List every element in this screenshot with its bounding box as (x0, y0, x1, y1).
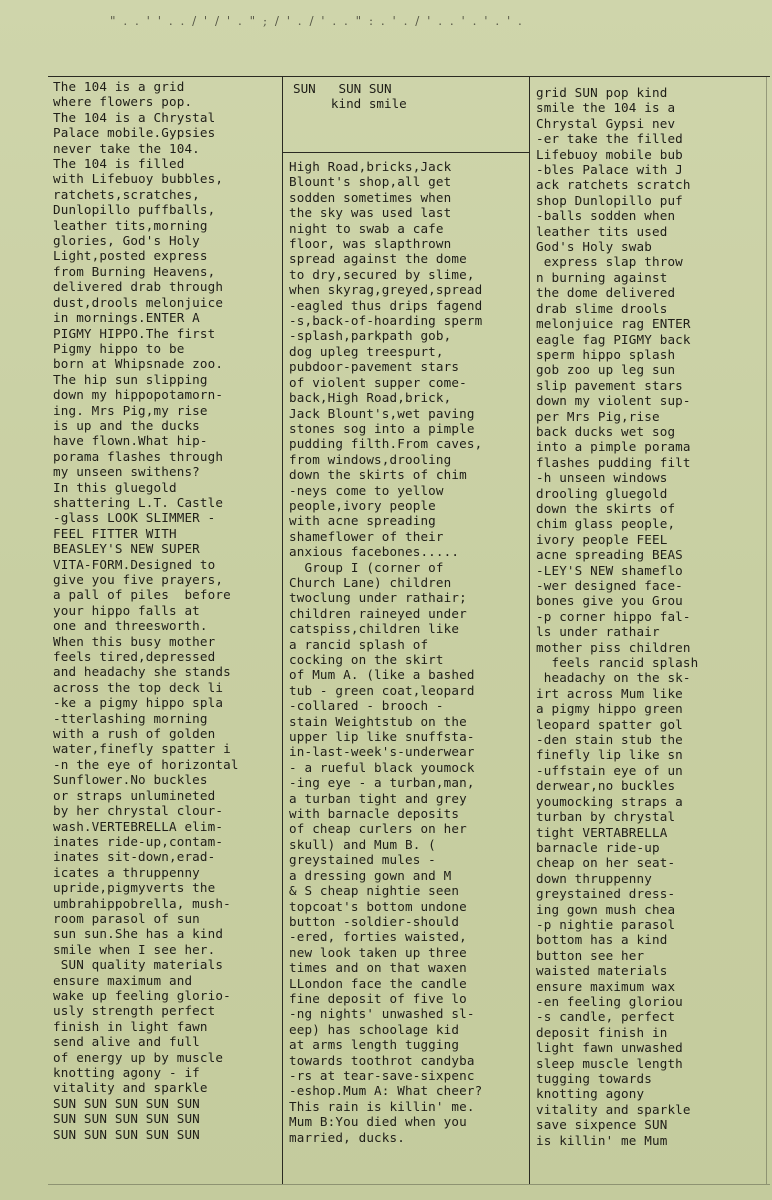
text-line: in-last-week's-underwear (289, 744, 475, 760)
text-line: headachy on the sk- (536, 670, 691, 686)
text-line: Mum B:You died when you (289, 1114, 467, 1130)
text-line: sleep muscle length (536, 1055, 683, 1071)
text-line: and headachy she stands (53, 664, 231, 680)
text-line: -en feeling gloriou (536, 993, 683, 1009)
top-rule (48, 76, 770, 77)
text-line: Blount's shop,all get (289, 174, 452, 190)
text-line: feels tired,depressed (53, 649, 216, 665)
text-line: -h unseen windows (536, 470, 668, 486)
text-line: icates a thruppenny (53, 864, 200, 880)
text-line: leather tits used (536, 223, 668, 239)
text-line: is killin' me Mum (536, 1132, 668, 1148)
text-line: Palace mobile.Gypsies (53, 125, 216, 141)
text-line: from Burning Heavens, (53, 263, 216, 279)
text-line: BEASLEY'S NEW SUPER (53, 541, 200, 557)
text-line: where flowers pop. (53, 94, 193, 110)
text-line: FEEL FITTER WITH (53, 525, 177, 541)
text-line: spread against the dome (289, 251, 467, 267)
text-line: give you five prayers, (53, 572, 224, 587)
text-line: bottom has a kind (536, 932, 668, 948)
text-line: flashes pudding filt (536, 454, 691, 470)
text-line: have flown.What hip- (53, 433, 208, 449)
text-line: skull) and Mum B. ( (289, 836, 436, 852)
text-line: shop Dunlopillo puf (536, 192, 683, 208)
text-line: smile when I see her. (53, 941, 216, 957)
text-line: per Mrs Pig,rise (536, 408, 660, 424)
text-line: married, ducks. (289, 1129, 405, 1145)
text-line: of Mum A. (like a bashed (289, 667, 475, 683)
text-line: with Lifebuoy bubbles, (53, 171, 224, 187)
text-line: one and threesworth. (53, 618, 208, 634)
text-line: The hip sun slipping (53, 371, 208, 387)
text-line: a turban tight and grey (289, 790, 467, 806)
column-left-text (53, 79, 239, 1142)
text-line: save sixpence SUN (536, 1117, 668, 1133)
text-line: knotting agony (536, 1086, 645, 1102)
text-line: -LEY'S NEW shameflo (536, 562, 683, 578)
sun-box-bottom-rule (282, 152, 530, 153)
text-line: slip pavement stars (536, 377, 683, 393)
text-line: VITA-FORM.Designed to (53, 556, 216, 572)
text-line: never take the 104. (53, 140, 200, 156)
text-line: PIGMY HIPPO.The first (53, 325, 216, 341)
text-line: bones give you Grou (536, 593, 683, 609)
text-line: of violent supper come- (289, 374, 467, 390)
text-line: -uffstain eye of un (536, 762, 683, 778)
text-line: -splash,parkpath gob, (289, 328, 452, 344)
text-line: Jack Blount's,wet paving (289, 405, 475, 421)
sun-box-text (293, 81, 407, 112)
text-line: -s candle, perfect (536, 1009, 676, 1025)
text-line: of cheap curlers on her (289, 821, 467, 837)
text-line: SUN quality materials (53, 957, 224, 973)
text-line: new look taken up three (289, 944, 467, 960)
text-line: greystained dress- (536, 886, 676, 902)
text-line: a rancid splash of (289, 636, 429, 652)
text-line: dog upleg treespurt, (289, 343, 444, 359)
text-line: ivory people FEEL (536, 531, 668, 547)
column-divider-right (529, 76, 530, 1184)
column-right-text (536, 85, 698, 1148)
text-line: cheap on her seat- (536, 855, 676, 871)
text-line: High Road,bricks,Jack (289, 159, 452, 174)
text-line: twoclung under rathair; (289, 590, 467, 606)
text-line: acne spreading BEAS (536, 547, 683, 563)
text-line: a dressing gown and M (289, 867, 452, 883)
text-line: Group I (corner of (289, 559, 444, 575)
text-line: -ered, forties waisted, (289, 929, 467, 945)
text-line: my unseen swithens? (53, 464, 200, 480)
text-line: ls under rathair (536, 624, 660, 640)
text-line: ensure maximum and (53, 972, 193, 988)
text-line: Dunlopillo puffballs, (53, 202, 216, 218)
text-line: tub - green coat,leopard (289, 682, 475, 698)
text-line: The 104 is a grid (53, 79, 185, 94)
text-line: This rain is killin' me. (289, 1098, 475, 1114)
text-line: ratchets,scratches, (53, 186, 200, 202)
text-line: greystained mules - (289, 852, 436, 868)
text-line: inates sit-down,erad- (53, 849, 216, 865)
text-line: drooling gluegold (536, 485, 668, 501)
text-line: God's Holy swab (536, 239, 652, 255)
text-line: across the top deck li (53, 679, 224, 695)
text-line: finefly lip like sn (536, 747, 683, 763)
text-line: back,High Road,brick, (289, 390, 452, 406)
text-line: waisted materials (536, 963, 668, 979)
text-line: sun sun.She has a kind (53, 926, 224, 942)
text-line: wake up feeling glorio- (53, 987, 231, 1003)
text-line: shameflower of their (289, 528, 444, 544)
text-line: drab slime drools (536, 300, 668, 316)
text-line: -bles Palace with J (536, 162, 683, 178)
right-column-edge (766, 76, 767, 1184)
text-line: -n the eye of horizontal (53, 756, 239, 772)
text-line: at arms length tugging (289, 1037, 460, 1053)
text-line: send alive and full (53, 1034, 200, 1050)
text-line: with a rush of golden (53, 726, 216, 742)
text-line: ing. Mrs Pig,my rise (53, 402, 208, 418)
text-line: derwear,no buckles (536, 778, 676, 794)
text-line: -eagled thus drips fagend (289, 297, 483, 313)
text-line: button see her (536, 947, 645, 963)
text-line: Lifebuoy mobile bub (536, 146, 683, 162)
text-line: n burning against (536, 269, 668, 285)
text-line: down the skirts of (536, 500, 676, 516)
text-line: down thruppenny (536, 870, 652, 886)
text-line: inates ride-up,contam- (53, 833, 224, 849)
text-line: turban by chrystal (536, 809, 676, 825)
text-line: In this gluegold (53, 479, 177, 495)
column-divider-left (282, 76, 283, 1184)
smudged-header: " . . ' ' . . / ' / ' . " ; / ' . / ' . . " : . ' . / ' . . ' . ' . ' . (110, 14, 524, 28)
text-line: grid SUN pop kind (536, 85, 668, 100)
text-line: ing gown mush chea (536, 901, 676, 917)
text-line: -balls sodden when (536, 208, 676, 224)
text-line: irt across Mum like (536, 685, 683, 701)
text-line: down my violent sup- (536, 393, 691, 409)
text-line: a pigmy hippo green (536, 701, 683, 717)
text-line: & S cheap nightie seen (289, 883, 460, 899)
text-line: a pall of piles before (53, 587, 231, 603)
text-line: -eshop.Mum A: What cheer? (289, 1083, 483, 1099)
text-line: catspiss,children like (289, 621, 460, 637)
text-line: usly strength perfect (53, 1003, 216, 1019)
text-line: -ing eye - a turban,man, (289, 775, 475, 791)
text-line: melonjuice rag ENTER (536, 316, 691, 332)
text-line: back ducks wet sog (536, 423, 676, 439)
text-line: eep) has schoolage kid (289, 1021, 460, 1037)
text-line: stones sog into a pimple (289, 420, 475, 436)
text-line: upride,pigmyverts the (53, 880, 216, 896)
text-line: Pigmy hippo to be (53, 340, 185, 356)
text-line: the sky was used last (289, 205, 452, 221)
text-line: in mornings.ENTER A (53, 310, 200, 326)
text-line: button -soldier-should (289, 913, 460, 929)
text-line: mother piss children (536, 639, 691, 655)
text-line: -ng nights' unwashed sl- (289, 1006, 475, 1022)
text-line: gob zoo up leg sun (536, 362, 676, 378)
text-line: leopard spatter gol (536, 716, 683, 732)
text-line: -rs at tear-save-sixpenc (289, 1067, 475, 1083)
text-line: upper lip like snuffsta- (289, 729, 475, 745)
text-line: knotting agony - if (53, 1065, 200, 1080)
text-line: sperm hippo splash (536, 346, 676, 362)
text-line: shattering L.T. Castle (53, 494, 224, 510)
text-line: children raineyed under (289, 605, 467, 621)
text-line: porama flashes through (53, 448, 224, 464)
text-line: When this busy mother (53, 633, 216, 649)
text-line: floor, was slapthrown (289, 236, 452, 252)
text-line: SUN SUN SUN SUN SUN (53, 1126, 200, 1142)
text-line: leather tits,morning (53, 217, 208, 233)
text-line: when skyrag,greyed,spread (289, 282, 483, 298)
text-line: smile the 104 is a (536, 100, 676, 116)
text-line: with acne spreading (289, 513, 436, 529)
text-line: The 104 is filled (53, 156, 185, 172)
text-line: anxious facebones..... (289, 544, 460, 560)
text-line: umbrahippobrella, mush- (53, 895, 231, 911)
text-line: cocking on the skirt (289, 652, 444, 667)
text-line: down my hippopotamorn- (53, 387, 224, 403)
text-line: born at Whipsnade zoo. (53, 356, 224, 372)
text-line: finish in light fawn (53, 1018, 208, 1034)
text-line: -ke a pigmy hippo spla (53, 695, 224, 711)
text-line: with barnacle deposits (289, 806, 460, 822)
text-line: youmocking straps a (536, 793, 683, 809)
text-line: ack ratchets scratch (536, 177, 691, 193)
text-line: the dome delivered (536, 285, 676, 301)
text-line: by her chrystal clour- (53, 803, 224, 819)
text-line: Church Lane) children (289, 574, 452, 590)
text-line: times and on that waxen (289, 960, 467, 976)
text-line: night to swab a cafe (289, 220, 444, 236)
text-line: into a pimple porama (536, 439, 691, 455)
text-line: tugging towards (536, 1071, 652, 1086)
text-line: towards toothrot candyba (289, 1052, 475, 1068)
text-line: Light,posted express (53, 248, 208, 264)
text-line: eagle fag PIGMY back (536, 331, 691, 347)
text-line: ensure maximum wax (536, 978, 676, 994)
column-middle-text (289, 159, 482, 1145)
text-line: vitality and sparkle (53, 1080, 208, 1096)
text-line: -den stain stub the (536, 732, 683, 748)
text-line: from windows,drooling (289, 451, 452, 467)
text-line: -collared - brooch - (289, 698, 444, 714)
text-line: glories, God's Holy (53, 233, 200, 249)
text-line: -wer designed face- (536, 578, 683, 593)
text-line: kind smile (293, 96, 407, 112)
text-line: - a rueful black youmock (289, 759, 475, 775)
text-line: pubdoor-pavement stars (289, 359, 460, 375)
text-line: -s,back-of-hoarding sperm (289, 313, 483, 329)
text-line: -tterlashing morning (53, 710, 208, 726)
text-line: stain Weightstub on the (289, 713, 467, 729)
text-line: chim glass people, (536, 516, 676, 532)
text-line: is up and the ducks (53, 417, 200, 433)
text-line: delivered drab through (53, 279, 224, 295)
text-line: LLondon face the candle (289, 975, 467, 991)
text-line: -glass LOOK SLIMMER - (53, 510, 216, 526)
text-line: topcoat's bottom undone (289, 898, 467, 914)
text-line: Sunflower.No buckles (53, 772, 208, 788)
text-line: barnacle ride-up (536, 839, 660, 855)
text-line: vitality and sparkle (536, 1101, 691, 1117)
text-line: deposit finish in (536, 1024, 668, 1040)
text-line: -neys come to yellow (289, 482, 444, 498)
text-line: your hippo falls at (53, 602, 200, 618)
text-line: water,finefly spatter i (53, 741, 231, 757)
text-line: dust,drools melonjuice (53, 294, 224, 310)
text-line: SUN SUN SUN SUN SUN (53, 1095, 200, 1111)
bottom-rule (48, 1184, 770, 1185)
text-line: people,ivory people (289, 497, 436, 513)
text-line: down the skirts of chim (289, 467, 467, 483)
text-line: to dry,secured by slime, (289, 266, 475, 282)
text-line: room parasol of sun (53, 910, 200, 926)
text-line: sodden sometimes when (289, 189, 452, 205)
text-line: SUN SUN SUN (293, 81, 392, 96)
text-line: or straps unlumineted (53, 787, 216, 803)
text-line: Chrystal Gypsi nev (536, 115, 676, 131)
text-line: -p nightie parasol (536, 916, 676, 932)
text-line: pudding filth.From caves, (289, 436, 483, 452)
text-line: fine deposit of five lo (289, 990, 467, 1006)
text-line: light fawn unwashed (536, 1040, 683, 1056)
text-line: of energy up by muscle (53, 1049, 224, 1065)
text-line: The 104 is a Chrystal (53, 109, 216, 125)
text-line: -er take the filled (536, 131, 683, 147)
text-line: -p corner hippo fal- (536, 608, 691, 624)
text-line: tight VERTABRELLA (536, 824, 668, 840)
text-line: wash.VERTEBRELLA elim- (53, 818, 224, 834)
text-line: express slap throw (536, 254, 683, 270)
text-line: SUN SUN SUN SUN SUN (53, 1111, 200, 1127)
text-line: feels rancid splash (536, 655, 699, 671)
